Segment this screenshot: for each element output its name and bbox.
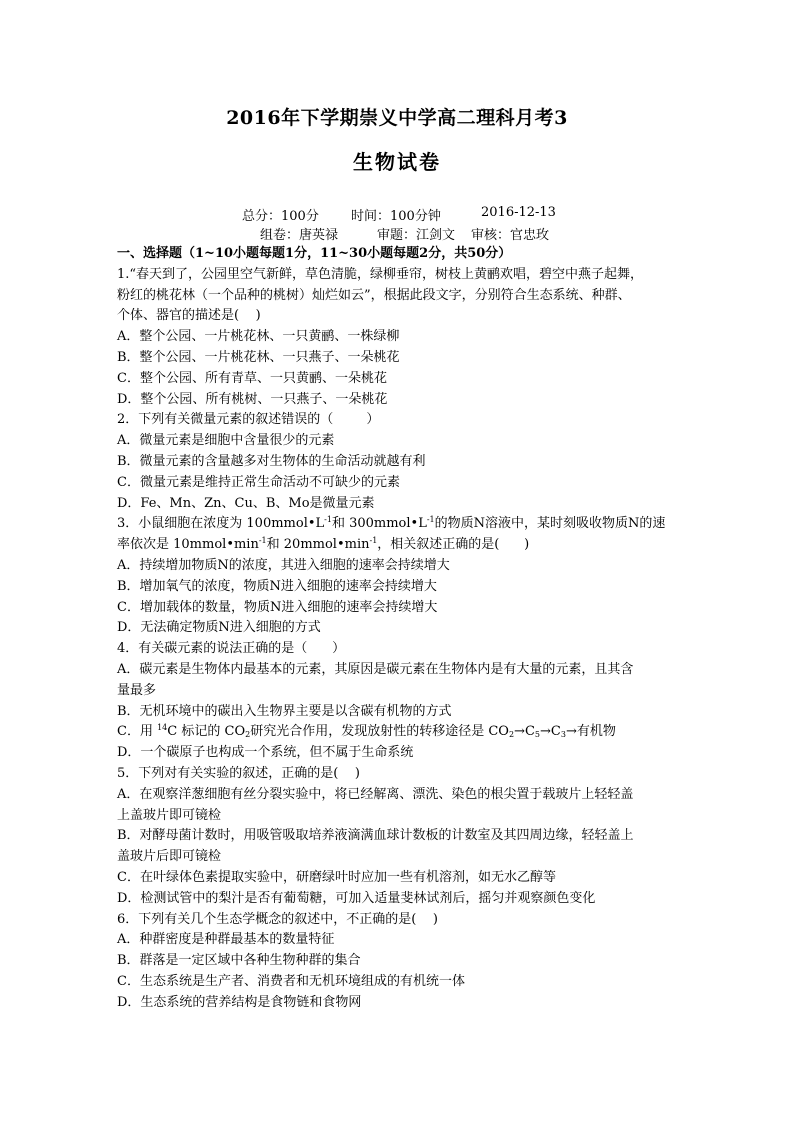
option-c: C．生态系统是生产者、消费者和无机环境组成的有机统一体: [117, 973, 465, 989]
option-text: 研究光合作用，发现放射性的转移途径是 CO: [250, 724, 509, 740]
question-stem: [117, 514, 687, 535]
option-b: B．增加氧气的浓度，物质N进入细胞的速率会持续增大: [117, 578, 437, 594]
arrow-icon: →: [514, 724, 525, 740]
option-text: C: [550, 724, 561, 740]
option-d: D．检测试管中的梨汁是否有葡萄糖，可加入适量斐林试剂后，摇匀并观察颜色变化: [117, 890, 596, 906]
question-stem: 粉红的桃花林（一个品种的桃树）灿烂如云”，根据此段文字，分别符合生态系统、种群、: [117, 287, 631, 303]
question-3: [117, 514, 687, 639]
option-d: D．Fe、Mn、Zn、Cu、B、Mo是微量元素: [117, 495, 375, 511]
option-b: B．对酵母菌计数时，用吸管吸取培养液滴满血球计数板的计数室及其四周边缘，轻轻盖上: [117, 828, 634, 844]
option-c: [117, 722, 687, 743]
option-a: A．持续增加物质N的浓度，其进入细胞的速率会持续增大: [117, 557, 450, 573]
option-b: B．群落是一定区域中各种生物种群的集合: [117, 953, 361, 969]
option-text: C 标记的 CO: [167, 724, 246, 740]
option-c: C．在叶绿体色素提取实验中，研磨绿叶时应加一些有机溶剂，如无水乙醇等: [117, 869, 556, 885]
arrow-icon: →: [540, 724, 551, 740]
option-d: D．无法确定物质N进入细胞的方式: [117, 620, 321, 636]
stem-text: ，相关叙述正确的是( ): [377, 537, 530, 553]
isotope-superscript: 14: [157, 723, 168, 733]
option-a: A．种群密度是种群最基本的数量特征: [117, 932, 335, 948]
exponent: -1: [369, 536, 378, 546]
option-text: C．用: [117, 724, 158, 740]
question-stem: 1.“春天到了，公园里空气新鲜，草色清脆，绿柳垂帘，树枝上黄鹂欢唱，碧空中燕子起舞，: [117, 266, 644, 282]
stem-text: 和 300mmol•L: [331, 516, 427, 532]
subscript: 2: [508, 730, 515, 740]
exam-duration: 时间：100分钟: [351, 209, 441, 224]
option-a: A．碳元素是生物体内最基本的元素，其原因是碳元素在生物体内是有大量的元素，且其含: [117, 661, 634, 677]
exam-content: [117, 244, 687, 1013]
option-b-continued: 盖玻片后即可镜检: [117, 849, 222, 865]
option-a: A．在观察洋葱细胞有丝分裂实验中，将已经解离、漂洗、染色的根尖置于载玻片上轻轻盖: [117, 786, 634, 802]
option-a-continued: 上盖玻片即可镜检: [117, 807, 222, 823]
option-a: A．微量元素是细胞中含量很少的元素: [117, 433, 335, 449]
exponent: -1: [324, 515, 332, 525]
option-b: B．微量元素的含量越多对生物体的生命活动就越有利: [117, 453, 426, 469]
stem-text: 和 20mmol•min: [266, 537, 370, 553]
subscript: 5: [534, 730, 540, 740]
option-c: C．微量元素是维持正常生命活动不可缺少的元素: [117, 474, 400, 490]
stem-text: 的物质N溶液中，某时刻吸收物质N的速: [434, 516, 666, 532]
question-stem: 5．下列对有关实验的叙述，正确的是( ): [117, 765, 360, 781]
stem-text: 3．小鼠细胞在浓度为 100mmol•L: [117, 516, 325, 532]
question-stem: 个体、器官的描述是( ): [117, 308, 261, 324]
option-c: C．整个公园、所有青草、一只黄鹂、一朵桃花: [117, 370, 387, 386]
option-text: 有机物: [576, 724, 616, 740]
subscript: 3: [560, 730, 566, 740]
stem-text: 率依次是 10mmol•min: [117, 537, 259, 553]
reviewer: 审题：江剑文: [377, 228, 456, 243]
arrow-icon: →: [565, 724, 577, 740]
question-4: [117, 639, 687, 764]
option-a: A．整个公园、一片桃花林、一只黄鹂、一株绿柳: [117, 329, 400, 345]
question-stem: 6．下列有关几个生态学概念的叙述中，不正确的是( ): [117, 911, 438, 927]
question-2: [117, 410, 687, 514]
option-b: B．无机环境中的碳出入生物界主要是以含碳有机物的方式: [117, 703, 452, 719]
subscript: 2: [245, 730, 251, 740]
approver: 审核：官忠玫: [471, 228, 550, 243]
section-heading: 一、选择题（1~10小题每题1分，11~30小题每题2分，共50分）: [117, 246, 512, 261]
exponent: -1: [258, 536, 267, 546]
option-d: D．整个公园、所有桃树、一只燕子、一朵桃花: [117, 391, 388, 407]
total-score: 总分：100分: [242, 209, 319, 224]
option-b: B．整个公园、一片桃花林、一只燕子、一朵桃花: [117, 349, 400, 365]
question-1: [117, 265, 687, 411]
exam-title: 2016年下学期崇义中学高二理科月考3: [226, 107, 568, 129]
exponent: -1: [426, 515, 435, 525]
option-c: C．增加载体的数量，物质N进入细胞的速率会持续增大: [117, 599, 438, 615]
exam-date: 2016-12-13: [481, 205, 556, 220]
question-5: [117, 764, 687, 910]
question-stem: [117, 535, 687, 556]
question-stem: 4．有关碳元素的说法正确的是（ ）: [117, 641, 346, 657]
option-text: C: [524, 724, 535, 740]
option-d: D．生态系统的营养结构是食物链和食物网: [117, 994, 362, 1010]
option-d: D．一个碳原子也构成一个系统，但不属于生命系统: [117, 745, 414, 761]
question-6: [117, 910, 687, 1014]
option-a-continued: 量最多: [117, 682, 157, 698]
composer: 组卷：唐英禄: [260, 228, 339, 243]
exam-subtitle: 生物试卷: [353, 150, 441, 174]
question-stem: 2．下列有关微量元素的叙述错误的（ ）: [117, 412, 380, 428]
